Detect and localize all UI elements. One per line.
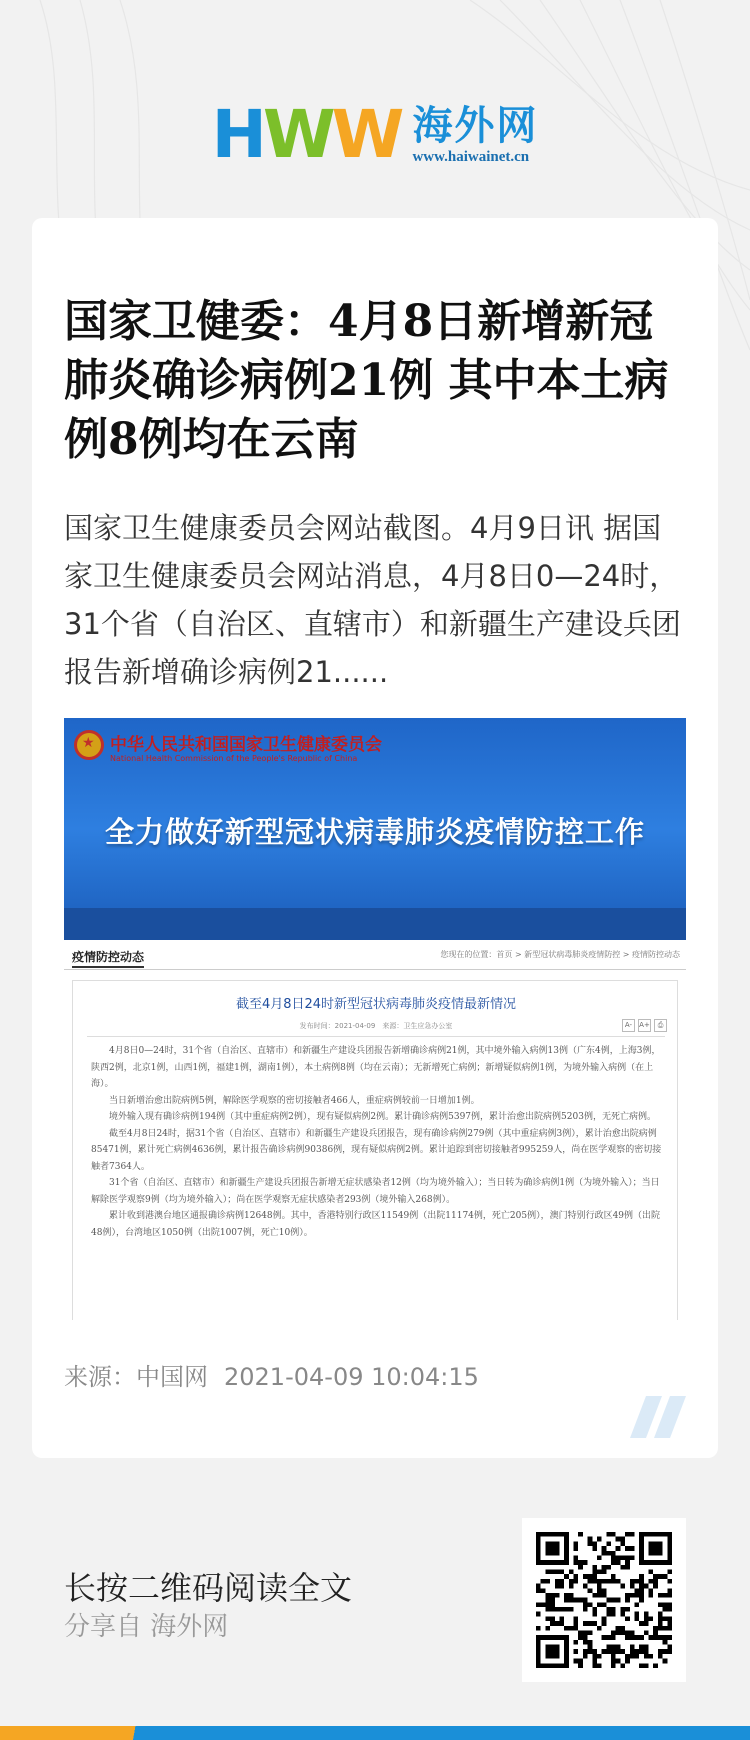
qr-code-icon [536, 1532, 672, 1668]
section-heading: 疫情防控动态 [72, 948, 144, 968]
embedded-article-title: 截至4月8日24时新型冠状病毒肺炎疫情最新情况 [235, 997, 517, 1012]
article-image [64, 718, 686, 1320]
logo-letter-w2: W [331, 96, 401, 173]
embedded-article-meta: 发布时间：2021-04-09 来源：卫生应急办公室 [299, 1022, 453, 1030]
body-paragraph: 累计收到港澳台地区通报确诊病例12648例。其中，香港特别行政区11549例（出院11174例，死亡205例），澳门特别行政区49例（出院48例），台湾地区1050例（出院1007例，死亡10例）。 [91, 1211, 661, 1238]
body-paragraph: 31个省（自治区、直辖市）和新疆生产建设兵团报告新增无症状感染者12例（均为境外输入）；当日转为确诊病例1例（为境外输入）；当日解除医学观察9例（均为境外输入）；尚在医学观察无症状感染者293例（境外输入268例）。 [91, 1178, 660, 1205]
logo-url: www.haiwainet.cn [412, 149, 530, 165]
qr-code[interactable] [522, 1518, 686, 1682]
breadcrumb: 您现在的位置：首页 > 新型冠状病毒肺炎疫情防控 > 疫情防控动态 [440, 950, 680, 959]
nhc-banner [64, 718, 686, 940]
bottom-accent-bar [0, 1726, 750, 1740]
embedded-article [72, 980, 678, 1320]
logo-chinese-name: 海外网 [412, 102, 539, 149]
article-title: 国家卫健委：4月8日新增新冠肺炎确诊病例21例 其中本土病例8例均在云南 [64, 296, 669, 465]
breadcrumb-bar [64, 940, 686, 970]
divider [87, 1036, 665, 1037]
body-paragraph: 4月8日0—24时，31个省（自治区、直辖市）和新疆生产建设兵团报告新增确诊病例21例，其中境外输入病例13例（广东4例，上海3例，陕西2例，北京1例，山西1例，福建1例，湖南1例），本土病例8例（均在云南）；无新增死亡病例；新增疑似病例1例，为境外输入病例（在上海）。 [91, 1046, 661, 1089]
body-paragraph: 当日新增治愈出院病例5例，解除医学观察的密切接触者466人，重症病例较前一日增加1例。 [109, 1095, 480, 1106]
font-tools [622, 1019, 667, 1032]
quote-icon [628, 1392, 688, 1442]
site-header [0, 95, 750, 175]
body-paragraph: 境外输入现有确诊病例194例（其中重症病例2例），现有疑似病例2例。累计确诊病例5397例，累计治愈出院病例5203例，无死亡病例。 [109, 1112, 656, 1122]
article-source [64, 1357, 479, 1392]
embedded-article-body [91, 1043, 663, 1241]
source-name: 来源：中国网 [64, 1363, 208, 1391]
body-paragraph: 截至4月8日24时，据31个省（自治区、直辖市）和新疆生产建设兵团报告，现有确诊病例279例（其中重症病例3例），累计治愈出院病例85471例，累计死亡病例4636例，累计报告确诊病例90386例，现有疑似病例2例。累计追踪到密切接触者995259人，尚在医学观察的密切接触者7364人。 [91, 1128, 662, 1172]
banner-slogan: 全力做好新型冠状病毒肺炎疫情防控工作 [104, 815, 645, 849]
logo-letter-h: H [211, 96, 263, 173]
banner-org-name: 中华人民共和国国家卫生健康委员会 [110, 735, 382, 755]
font-decrease-icon: A- [622, 1019, 635, 1032]
logo-letter-w1: W [262, 96, 332, 173]
banner-base [64, 908, 686, 940]
shared-from: 分享自 海外网 [64, 1612, 229, 1642]
qr-modules [536, 1532, 672, 1668]
article-summary: 国家卫生健康委员会网站截图。4月9日讯 据国家卫生健康委员会网站消息，4月8日0—24时，31个省（自治区、直辖市）和新疆生产建设兵团报告新增确诊病例21...... [64, 511, 681, 689]
publish-datetime: 2021-04-09 10:04:15 [224, 1363, 479, 1391]
national-emblem-icon [74, 730, 104, 760]
read-full-text-prompt: 长按二维码阅读全文 [64, 1569, 353, 1607]
hww-logo [211, 96, 401, 173]
banner-org-english: National Health Commission of the People's Republic of China [110, 754, 358, 763]
font-increase-icon: A+ [638, 1019, 651, 1032]
print-icon: ⎙ [654, 1019, 667, 1032]
